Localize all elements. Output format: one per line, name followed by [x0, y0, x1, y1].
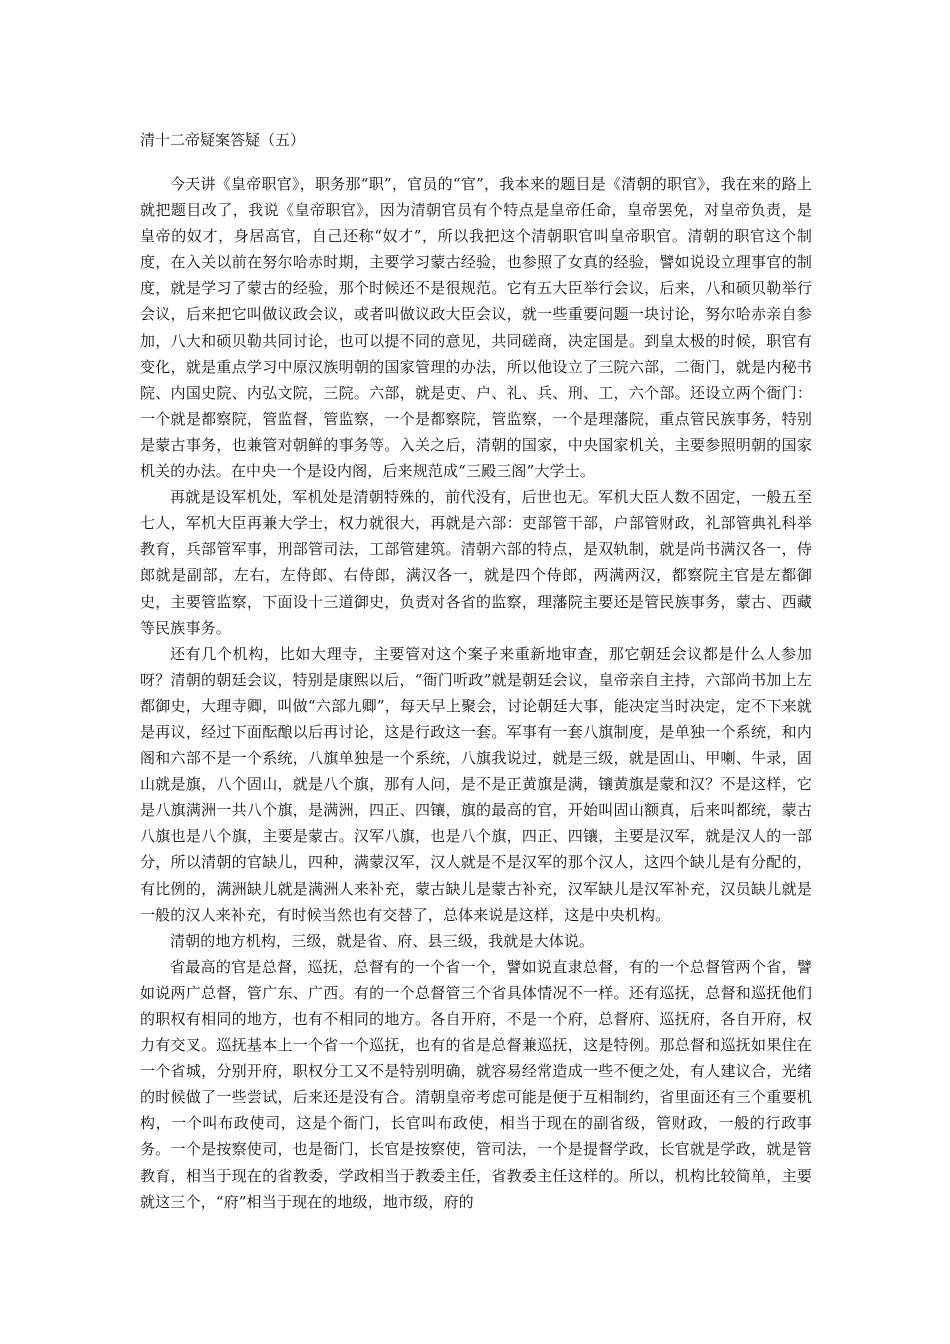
paragraph-5: 省最高的官是总督，巡抚，总督有的一个省一个，譬如说直隶总督，有的一个总督管两个省，譬如说两广总督，管广东、广西。有的一个总督管三个省具体情况不一样。还有巡抚，总督和巡抚他们的职权有相同的地方，也有不相同的地方。各自开府，不是一个府，总督府、巡抚府，各自开府，权力有交叉。巡抚基本上一个省一个巡抚，也有的省是总督兼巡抚，这是特例。那总督和巡抚如果住在一个省城，分别开府，职权分工又不是特别明确，就容易经常造成一些不便之处，有人建议合，光绪的时候做了一些尝试，后来还是没有合。清朝皇帝考虑可能是便于互相制约，省里面还有三个重要机构，一个叫布政使司，这是个衙门，长官叫布政使，相当于现在的副省级，管财政，一般的行政事务。一个是按察使司，也是衙门，长官是按察使，管司法，一个是提督学政，长官就是学政，就是管教育，相当于现在的省教委，学政相当于教委主任，省教委主任这样的。所以，机构比较简单，主要就这三个，“府”相当于现在的地级，地市级，府的	[140, 957, 812, 1211]
paragraph-2: 再就是设军机处，军机处是清朝特殊的，前代没有，后世也无。军机大臣人数不固定，一般五至七人，军机大臣再兼大学士，权力就很大，再就是六部：吏部管干部，户部管财政，礼部管典礼科举教育，兵部管军事，刑部管司法，工部管建筑。清朝六部的特点，是双轨制，就是尚书满汉各一，侍郎就是副部，左右，左侍郎、右侍郎，满汉各一，就是四个侍郎，两满两汉，都察院主官是左都御史，主要管监察，下面设十三道御史，负责对各省的监察，理藩院主要还是管民族事务，蒙古、西藏等民族事务。	[140, 488, 812, 637]
paragraph-4: 清朝的地方机构，三级，就是省、府、县三级，我就是大体说。	[170, 931, 595, 950]
paragraph-1: 今天讲《皇帝职官》，职务那“职”，官员的“官”，我本来的题目是《清朝的职官》，我在来的路上就把题目改了，我说《皇帝职官》，因为清朝官员有个特点是皇帝任命，皇帝罢免，对皇帝负责，是皇帝的奴才，身居高官，自己还称“奴才”，所以我把这个清朝职官叫皇帝职官。清朝的职官这个制度，在入关以前在努尔哈赤时期，主要学习蒙古经验，也参照了女真的经验，譬如说设立理事官的制度，就是学习了蒙古的经验，那个时候还不是很规范。它有五大臣举行会议，后来，八和硕贝勒举行会议，后来把它叫做议政会议，或者叫做议政大臣会议，就一些重要问题一块讨论，努尔哈赤亲自参加，八大和硕贝勒共同讨论，也可以提不同的意见，共同磋商，决定国是。到皇太极的时候，职官有变化，就是重点学习中原汉族明朝的国家管理的办法，所以他设立了三院六部，二衙门，就是内秘书院、内国史院、内弘文院，三院。六部，就是吏、户、礼、兵、刑、工，六个部。还设立两个衙门：一个就是都察院，管监督，管监察，一个是都察院，管监察，一个是理藩院，重点管民族事务，特别是蒙古事务，也兼管对朝鲜的事务等。入关之后，清朝的国家，中央国家机关，主要参照明朝的国家机关的办法。在中央一个是设内阁，后来规范成“三殿三阁”大学士。	[140, 175, 812, 481]
title-spacing	[140, 153, 812, 171]
paragraph-3: 还有几个机构，比如大理寺，主要管对这个案子来重新地审查，那它朝廷会议都是什么人参加呀？清朝的朝廷会议，特别是康熙以后，“衙门听政”就是朝廷会议，皇帝亲自主持，六部尚书加上左都御史，大理寺卿，叫做“六部九卿”，每天早上聚会，讨论朝廷大事，能决定当时决定，定不下来就是再议，经过下面酝酿以后再讨论，这是行政这一套。军事有一套八旗制度，是单独一个系统，和内阁和六部不是一个系统，八旗单独是一个系统，八旗我说过，就是三级，就是固山、甲喇、牛录，固山就是旗，八个固山，就是八个旗，那有人问，是不是正黄旗是满，镶黄旗是蒙和汉？不是这样，它是八旗满洲一共八个旗，是满洲，四正、四镶，旗的最高的官，开始叫固山额真，后来叫都统，蒙古八旗也是八个旗，主要是蒙古。汉军八旗，也是八个旗，四正、四镶，主要是汉军，就是汉人的一部分，所以清朝的官缺儿，四种，满蒙汉军，汉人就是不是汉军的那个汉人，这四个缺儿是有分配的，有比例的，满洲缺儿就是满洲人来补充，蒙古缺儿是蒙古补充，汉军缺儿是汉军补充，汉员缺儿就是一般的汉人来补充，有时候当然也有交替了，总体来说是这样，这是中央机构。	[140, 644, 812, 924]
document-title: 清十二帝疑案答疑（五）	[140, 131, 306, 149]
document-body	[140, 127, 812, 1215]
